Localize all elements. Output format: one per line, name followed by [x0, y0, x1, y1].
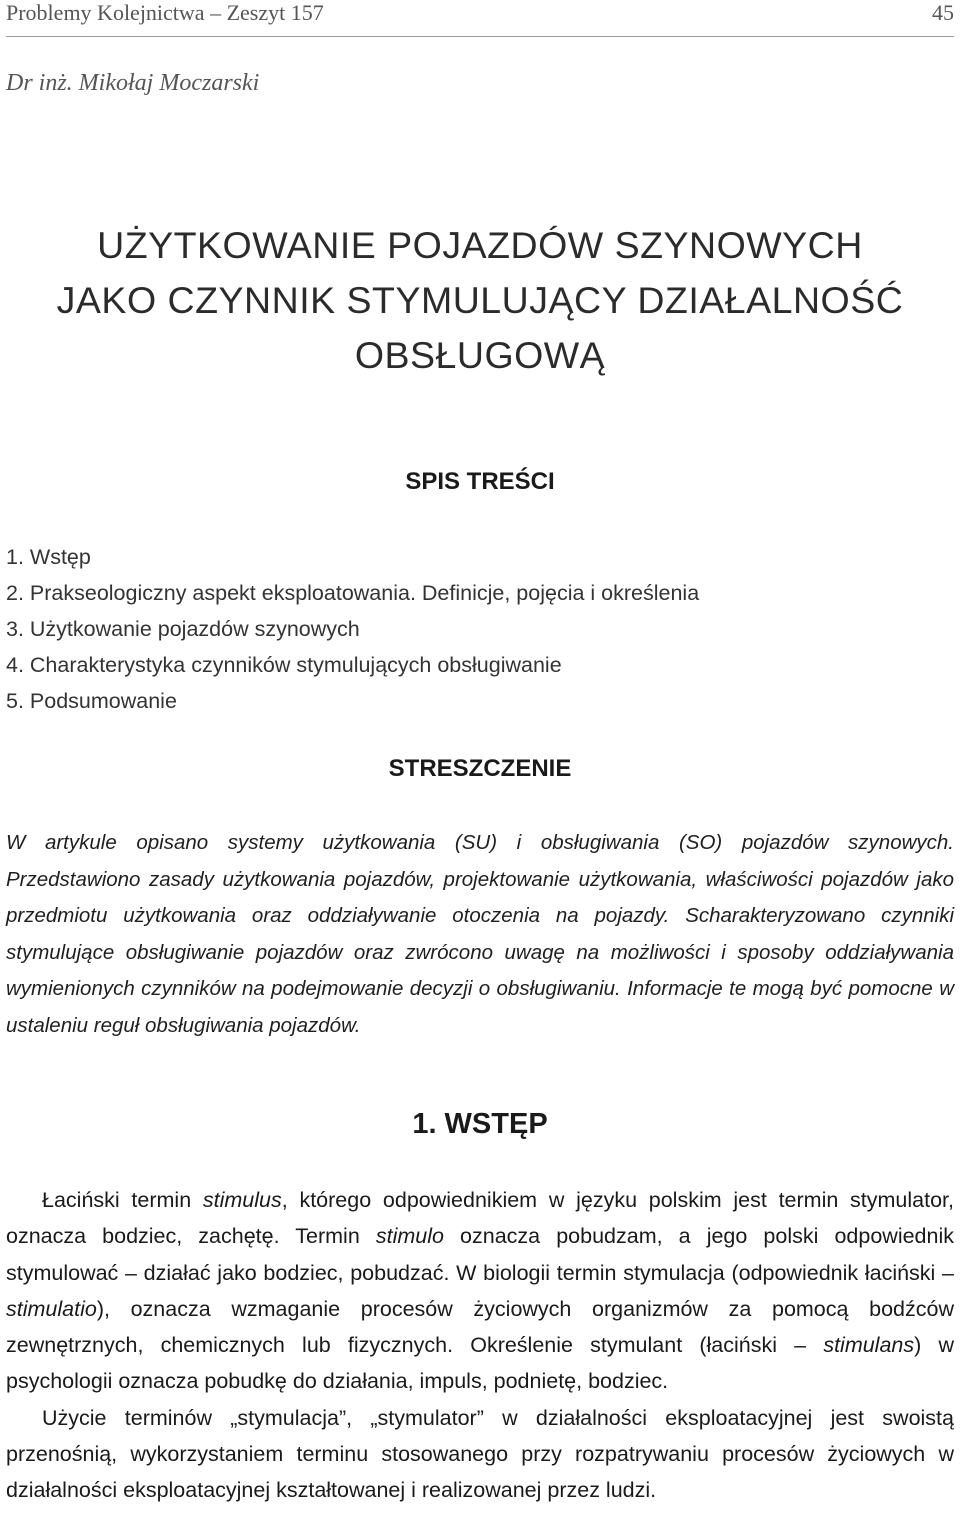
section-heading-intro: 1. WSTĘP	[412, 1108, 548, 1140]
header-divider	[6, 36, 954, 37]
toc-item: 5. Podsumowanie	[6, 689, 177, 713]
abstract-text: W artykule opisano systemy użytkowania (SU) i obsługiwania (SO) pojazdów szynowych. Przedstawiono zasady użytkowania pojazdów, projektowanie użytkowania, właściwości pojazdów jako przedmiotu użytkowania oraz oddziaływanie otoczenia na pojazdy. Scharakteryzowano czynniki stymulujące obsługiwanie pojazdów oraz zwrócono uwagę na możliwości i sposoby oddziaływania wymienionych czynników na podejmowanie decyzji o obsługiwaniu. Informacje te mogą być pomocne w ustaleniu reguł obsługiwania pojazdów.	[6, 831, 954, 1037]
text-run: ) w psychologii oznacza pobudkę do działania, impuls, podnietę, bodziec.	[6, 1333, 954, 1394]
title-line-3: OBSŁUGOWĄ	[354, 334, 606, 376]
running-header	[6, 0, 954, 30]
toc-item: 1. Wstęp	[6, 545, 91, 569]
paragraph: Użycie terminów „stymulacja”, „stymulator” w działalności eksploatacyjnej jest swoistą przenośnią, wykorzystaniem terminu stosowanego przy rozpatrywaniu procesów życiowych w działalności eksploatacyjnej kształtowanej i realizowanej przez ludzi.	[6, 1405, 954, 1503]
title-line-2: JAKO CZYNNIK STYMULUJĄCY DZIAŁALNOŚĆ	[56, 279, 904, 321]
title-line-1: UŻYTKOWANIE POJAZDÓW SZYNOWYCH	[97, 224, 863, 266]
toc-item: 4. Charakterystyka czynników stymulujących obsługiwanie	[6, 653, 562, 677]
intro-body	[6, 1182, 954, 1509]
paragraph	[6, 1182, 954, 1400]
journal-title: Problemy Kolejnictwa – Zeszyt 157	[6, 0, 324, 25]
table-of-contents	[6, 539, 699, 719]
text-run: ), oznacza wzmaganie procesów życiowych organizmów za pomocą bodźców zewnętrznych, chemicznych lub fizycznych. Określenie stymulant (łaciński –	[6, 1296, 954, 1358]
latin-term: stimulo	[375, 1224, 444, 1249]
text-run: Łaciński termin	[42, 1188, 203, 1212]
toc-heading: SPIS TREŚCI	[405, 468, 555, 495]
abstract-heading: STRESZCZENIE	[388, 755, 572, 782]
latin-term: stimulus	[202, 1188, 282, 1212]
toc-item: 2. Prakseologiczny aspekt eksploatowania. Definicje, pojęcia i określenia	[6, 581, 700, 605]
latin-term: stimulatio	[6, 1296, 97, 1321]
article-title	[0, 218, 960, 383]
author-name: Dr inż. Mikołaj Moczarski	[6, 70, 260, 96]
text-run: oznacza pobudzam, a jego polski odpowiednik stymulować – działać jako bodziec, pobudzać. W biologii termin stymulacja (odpowiednik łaciński –	[6, 1224, 955, 1285]
latin-term: stimulans	[823, 1333, 915, 1358]
text-run: , którego odpowiednikiem w języku polskim jest termin stymulator, oznacza bodziec, zachętę. Termin	[6, 1188, 954, 1249]
page-number: 45	[932, 0, 954, 25]
toc-item: 3. Użytkowanie pojazdów szynowych	[6, 617, 360, 641]
